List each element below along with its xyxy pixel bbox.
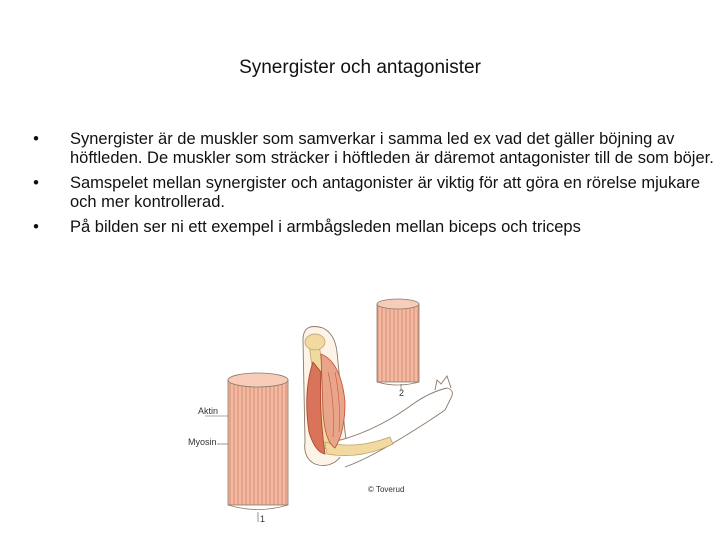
myosin-label: Myosin (188, 437, 217, 447)
figure-number-2: 2 (399, 388, 405, 398)
muscle-fiber-cylinder-1 (228, 373, 288, 522)
bullet-text: Samspelet mellan synergister och antagonister är viktig för att göra en rörelse mjukare och mer kontrollerad. (70, 174, 701, 211)
arm-muscle-illustration (185, 292, 475, 537)
bullet-item (30, 130, 714, 168)
arm-muscle-svg (185, 292, 475, 537)
figure-number-1: 1 (260, 514, 266, 524)
bullet-dot: • (33, 130, 39, 148)
bullet-dot: • (33, 218, 39, 236)
bullet-text: Synergister är de muskler som samverkar i samma led ex vad det gäller böjning av höftleden. De muskler som sträcker i höftleden är däremot antagonister till de som böjer. (70, 130, 714, 167)
slide-title: Synergister och antagonister (239, 57, 481, 78)
aktin-label: Aktin (198, 406, 219, 416)
bullet-dot: • (33, 174, 39, 192)
muscle-fiber-cylinder-2 (377, 299, 419, 385)
bullet-text: På bilden ser ni ett exempel i armbågsleden mellan biceps och triceps (70, 218, 581, 236)
figure-credit: © Toverud (368, 485, 405, 494)
bullet-item (30, 218, 714, 237)
bullet-item (30, 174, 714, 212)
bullet-list (30, 130, 714, 243)
